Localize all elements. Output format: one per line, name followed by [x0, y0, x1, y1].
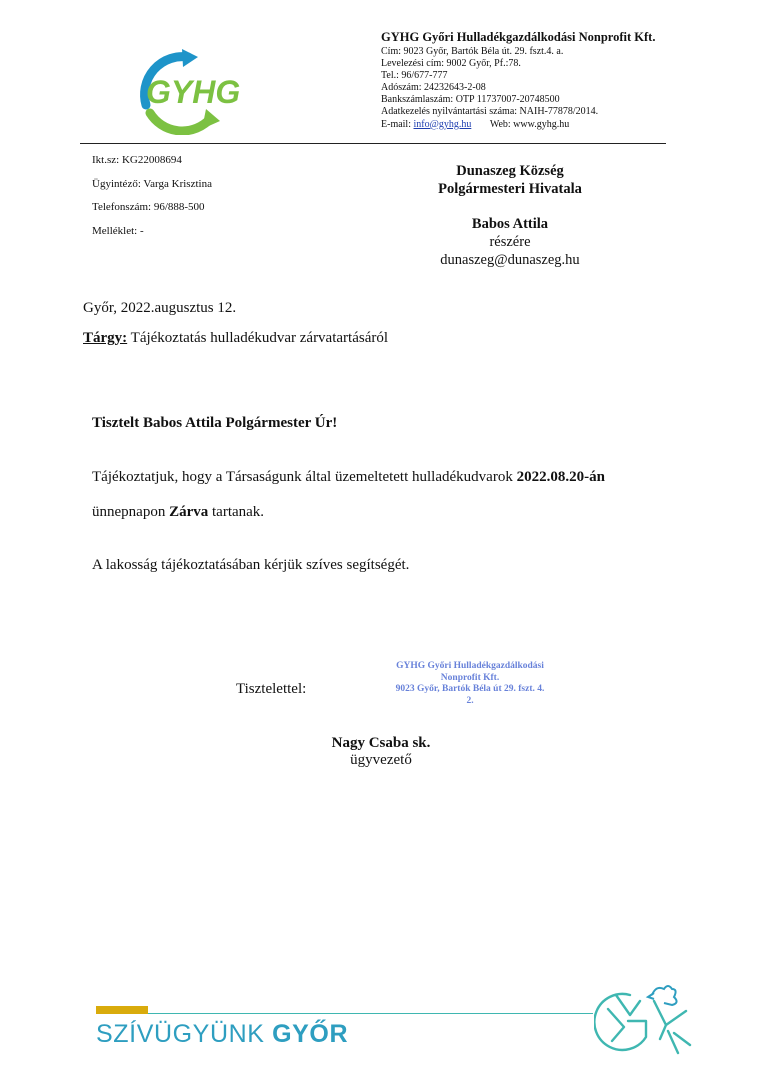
paragraph-1-continued [92, 504, 264, 521]
gyhg-logo [128, 47, 250, 135]
slogan-bold: GYŐR [272, 1020, 349, 1048]
footer-line [148, 1013, 593, 1014]
email-label: E-mail: [381, 118, 411, 130]
company-email-link[interactable]: info@gyhg.hu [413, 118, 472, 130]
gyor-rooster-logo-icon [594, 981, 698, 1057]
recipient-line1: Dunaszeg Község [456, 163, 564, 179]
attachment: Melléklet: - [92, 224, 144, 237]
subject-text: Tájékoztatás hulladékudvar zárvatartásáról [130, 330, 389, 346]
paragraph-1 [92, 469, 605, 486]
slogan-regular: SZÍVÜGYÜNK [96, 1020, 273, 1048]
logo-text: GYHG [146, 74, 241, 110]
company-stamp [370, 661, 570, 707]
subject-line [83, 330, 388, 347]
company-postal-address: Levelezési cím: 9002 Győr, Pf.:78. [381, 58, 521, 70]
recipient-block [410, 162, 610, 269]
paragraph-2: A lakosság tájékoztatásában kérjük szíves segítségét. [92, 557, 410, 573]
company-name: GYHG Győri Hulladékgazdálkodási Nonprofit Kft. [381, 30, 656, 44]
stamp-line-1: GYHG Győri Hulladékgazdálkodási [396, 661, 544, 671]
stamp-line-3: 9023 Győr, Bartók Béla út 29. fszt. 4. [395, 684, 545, 694]
closure-date: 2022.08.20-án [516, 469, 605, 485]
company-phone: Tel.: 96/677-777 [381, 70, 448, 82]
signer-name: Nagy Csaba sk. [331, 735, 431, 751]
handler: Ügyintéző: Varga Krisztina [92, 177, 212, 190]
file-number: Ikt.sz: KG22008694 [92, 154, 182, 166]
recipient-for: részére [489, 234, 531, 250]
regards: Tisztelettel: [236, 681, 307, 697]
salutation: Tisztelt Babos Attila Polgármester Úr! [92, 415, 338, 431]
footer-accent-bar [96, 1006, 148, 1014]
stamp-line-2: Nonprofit Kft. [440, 672, 500, 683]
company-contact-line [381, 119, 655, 131]
subject-label: Tárgy: [83, 330, 128, 346]
paragraph-1-cont-pre: ünnepnapon [92, 504, 170, 520]
signer-title: ügyvezető [350, 752, 412, 768]
recipient-name: Babos Attila [471, 216, 549, 232]
stamp-line-4: 2. [466, 695, 474, 706]
company-tax-id: Adószám: 24232643-2-08 [381, 82, 486, 94]
recipient-line2: Polgármesteri Hivatala [438, 181, 582, 197]
company-address: Cím: 9023 Győr, Bartók Béla út. 29. fszt.4. a. [381, 46, 564, 57]
recipient-email: dunaszeg@dunaszeg.hu [440, 252, 580, 268]
company-web: Web: www.gyhg.hu [489, 118, 570, 130]
footer-slogan [96, 1020, 348, 1049]
company-info [381, 30, 655, 131]
company-bank-account: Bankszámlaszám: OTP 11737007-20748500 [381, 94, 560, 106]
paragraph-1-text: Tájékoztatjuk, hogy a Társaságunk által üzemeltetett hulladékudvarok [92, 469, 517, 485]
header-divider [80, 143, 666, 144]
reference-block [92, 154, 212, 248]
closed-word: Zárva [169, 504, 209, 520]
company-data-registry: Adatkezelés nyilvántartási száma: NAIH-77878/2014. [381, 106, 599, 118]
reference-phone: Telefonszám: 96/888-500 [92, 201, 205, 213]
letter-date: Győr, 2022.augusztus 12. [83, 300, 237, 316]
signature-block [300, 735, 462, 769]
paragraph-1-cont-post: tartanak. [208, 504, 265, 520]
